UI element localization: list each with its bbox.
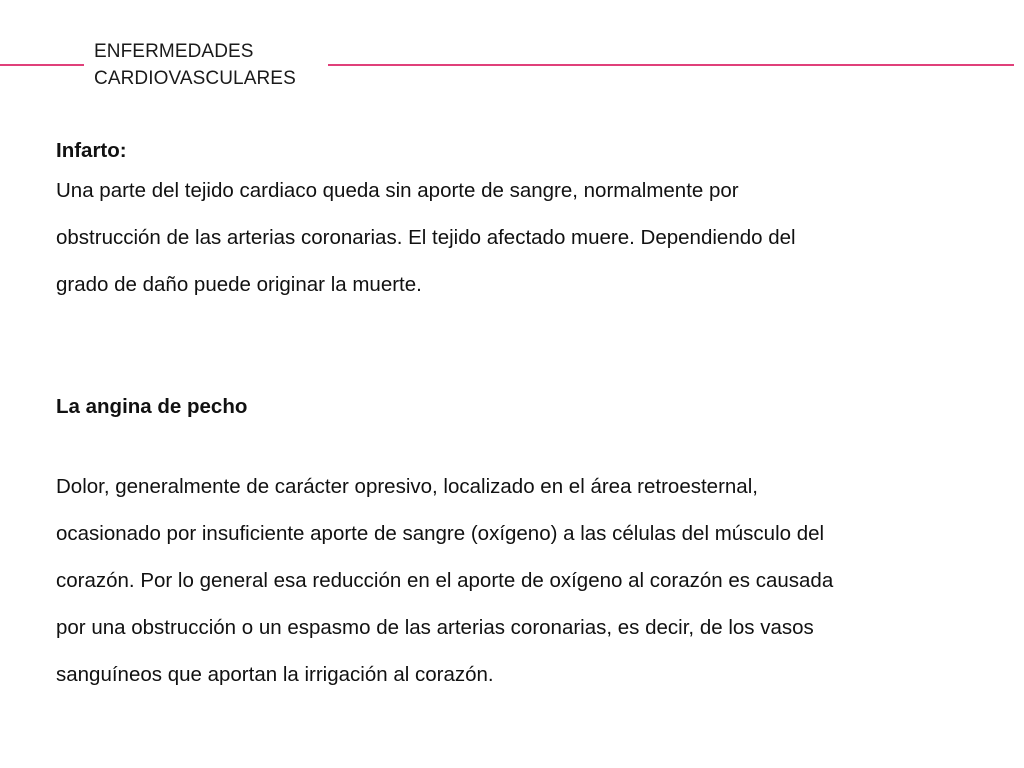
text-line: Una parte del tejido cardiaco queda sin aporte de sangre, normalmente por xyxy=(56,179,739,202)
section-heading-angina: La angina de pecho xyxy=(56,395,248,418)
header-title-line-1: ENFERMEDADES xyxy=(94,41,254,62)
header-rule-left xyxy=(0,64,84,66)
section-text-angina xyxy=(56,463,956,698)
section-heading-infarto: Infarto: xyxy=(56,139,127,162)
text-line: sanguíneos que aportan la irrigación al corazón. xyxy=(56,663,494,686)
text-line: corazón. Por lo general esa reducción en el aporte de oxígeno al corazón es causada xyxy=(56,569,834,592)
text-line: obstrucción de las arterias coronarias. El tejido afectado muere. Dependiendo del xyxy=(56,226,796,249)
header-title-line-2: CARDIOVASCULARES xyxy=(94,68,296,89)
slide-header-title xyxy=(94,38,296,92)
header-rule-right xyxy=(328,64,1014,66)
text-line: ocasionado por insuficiente aporte de sangre (oxígeno) a las células del músculo del xyxy=(56,522,825,545)
slide-body xyxy=(56,135,956,698)
text-line: Dolor, generalmente de carácter opresivo, localizado en el área retroesternal, xyxy=(56,475,758,498)
section-text-infarto xyxy=(56,167,956,308)
text-line: grado de daño puede originar la muerte. xyxy=(56,273,422,296)
text-line: por una obstrucción o un espasmo de las arterias coronarias, es decir, de los vasos xyxy=(56,616,814,639)
